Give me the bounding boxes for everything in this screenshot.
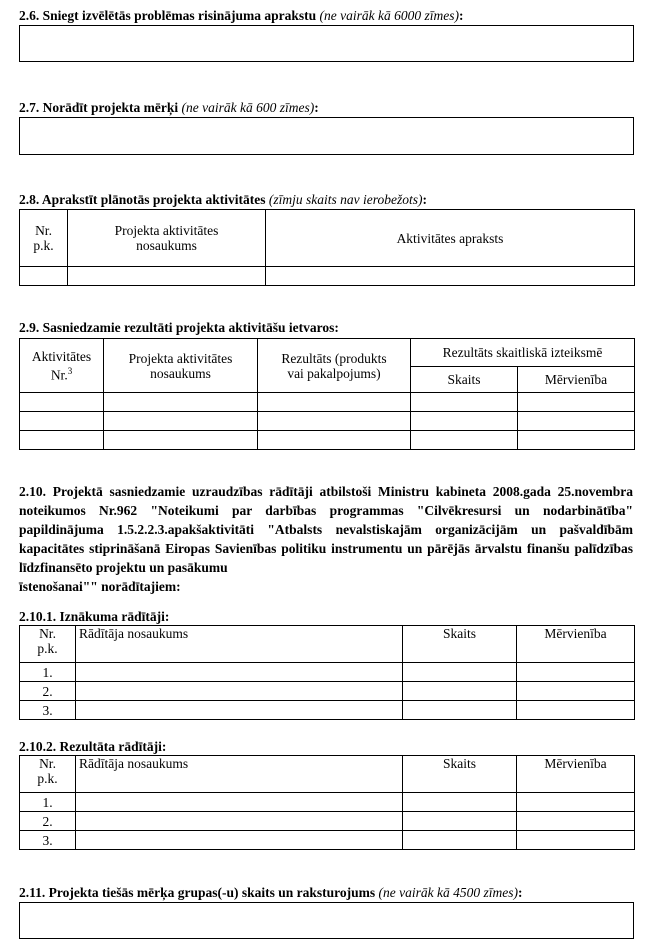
table-cell[interactable] bbox=[20, 431, 104, 450]
table-row bbox=[20, 701, 635, 720]
table-cell[interactable] bbox=[104, 393, 258, 412]
col-nr-header: Nr. p.k. bbox=[20, 210, 68, 267]
table-cell[interactable] bbox=[403, 663, 517, 682]
table-row bbox=[20, 412, 635, 431]
table-cell[interactable] bbox=[411, 431, 518, 450]
section-2-10-1-heading: 2.10.1. Iznākuma rādītāji: bbox=[19, 609, 170, 624]
table-cell[interactable] bbox=[518, 431, 635, 450]
section-2-9-heading: 2.9. Sasniedzamie rezultāti projekta aktivitāšu ietvaros: bbox=[19, 320, 339, 335]
col-result-header: Rezultāts (produkts vai pakalpojums) bbox=[258, 339, 411, 393]
section-2-11-textbox[interactable] bbox=[19, 902, 634, 939]
table-cell[interactable] bbox=[76, 812, 403, 831]
col-indicator-name-header: Rādītāja nosaukums bbox=[76, 756, 403, 793]
table-cell[interactable] bbox=[411, 412, 518, 431]
table-cell[interactable] bbox=[258, 393, 411, 412]
table-row bbox=[20, 812, 635, 831]
table-cell[interactable] bbox=[517, 793, 635, 812]
table-cell[interactable] bbox=[266, 267, 635, 286]
table-cell[interactable] bbox=[258, 412, 411, 431]
col-activity-desc-header: Aktivitātes apraksts bbox=[266, 210, 635, 267]
row-number: 1. bbox=[20, 663, 76, 682]
table-cell[interactable] bbox=[517, 701, 635, 720]
section-2-8-heading: 2.8. Aprakstīt plānotās projekta aktivitātes (zīmju skaits nav ierobežots): bbox=[19, 192, 428, 207]
table-cell[interactable] bbox=[68, 267, 266, 286]
table-cell[interactable] bbox=[76, 682, 403, 701]
table-row bbox=[20, 663, 635, 682]
table-cell[interactable] bbox=[517, 812, 635, 831]
table-cell[interactable] bbox=[518, 393, 635, 412]
section-2-7-textbox[interactable] bbox=[19, 117, 634, 155]
col-activity-name-header: Projekta aktivitātes nosaukums bbox=[104, 339, 258, 393]
table-cell[interactable] bbox=[20, 393, 104, 412]
table-cell[interactable] bbox=[76, 793, 403, 812]
table-row bbox=[20, 793, 635, 812]
table-cell[interactable] bbox=[403, 701, 517, 720]
result-indicators-table bbox=[19, 755, 635, 850]
col-result-numeric-header: Rezultāts skaitliskā izteiksmē bbox=[411, 339, 635, 367]
section-2-7-heading: 2.7. Norādīt projekta mērķi (ne vairāk kā 600 zīmes): bbox=[19, 100, 319, 115]
col-count-header: Skaits bbox=[411, 367, 518, 393]
table-cell[interactable] bbox=[517, 663, 635, 682]
row-number: 3. bbox=[20, 701, 76, 720]
section-2-11-heading: 2.11. Projekta tiešās mērķa grupas(-u) skaits un raksturojums (ne vairāk kā 4500 zīmes): bbox=[19, 885, 523, 900]
table-cell[interactable] bbox=[76, 701, 403, 720]
col-nr-header: Nr. p.k. bbox=[20, 756, 76, 793]
table-cell[interactable] bbox=[518, 412, 635, 431]
col-activity-nr-header: Aktivitātes Nr.$^3$ bbox=[20, 339, 104, 393]
table-row bbox=[20, 431, 635, 450]
table-header-row bbox=[20, 210, 635, 267]
table-row bbox=[20, 831, 635, 850]
table-row bbox=[20, 393, 635, 412]
activities-table bbox=[19, 209, 635, 286]
table-cell[interactable] bbox=[517, 682, 635, 701]
footnote-ref: 3 bbox=[67, 365, 73, 376]
col-count-header: Skaits bbox=[403, 626, 517, 663]
table-header-row bbox=[20, 756, 635, 793]
table-cell[interactable] bbox=[411, 393, 518, 412]
col-count-header: Skaits bbox=[403, 756, 517, 793]
table-cell[interactable] bbox=[517, 831, 635, 850]
col-unit-header: Mērvienība bbox=[518, 367, 635, 393]
table-cell[interactable] bbox=[258, 431, 411, 450]
table-header-row bbox=[20, 626, 635, 663]
col-indicator-name-header: Rādītāja nosaukums bbox=[76, 626, 403, 663]
section-2-6-heading: 2.6. Sniegt izvēlētās problēmas risinājuma aprakstu (ne vairāk kā 6000 zīmes): bbox=[19, 8, 464, 23]
col-activity-name-header: Projekta aktivitātes nosaukums bbox=[68, 210, 266, 267]
row-number: 2. bbox=[20, 682, 76, 701]
table-cell[interactable] bbox=[403, 793, 517, 812]
row-number: 2. bbox=[20, 812, 76, 831]
results-table bbox=[19, 338, 635, 450]
table-header-row bbox=[20, 339, 635, 367]
table-cell[interactable] bbox=[104, 431, 258, 450]
table-row bbox=[20, 267, 635, 286]
section-2-6-textbox[interactable] bbox=[19, 25, 634, 62]
col-unit-header: Mērvienība bbox=[517, 626, 635, 663]
output-indicators-table bbox=[19, 625, 635, 720]
table-cell[interactable] bbox=[20, 412, 104, 431]
section-2-10-2-heading: 2.10.2. Rezultāta rādītāji: bbox=[19, 739, 167, 754]
section-2-10-paragraph: 2.10. Projektā sasniedzamie uzraudzības rādītāji atbilstoši Ministru kabineta 2008.gada 25.novembra noteikumos Nr.962 "Noteikumi par darbības programmas "Cilvēkresursi un nodarbinātība" papildinājuma 1.5.2.2.3.apakšaktivitāti "Atbalsts nevalstiskajām organizācijām un pašvaldībām kapacitātes stiprināšanā Eiropas Savienības politiku instrumentu un pārējās ārvalstu finanšu palīdzības līdzfinansēto projektu un pasākumu īstenošanai"" norādītajiem: bbox=[19, 484, 634, 594]
row-number: 1. bbox=[20, 793, 76, 812]
row-number: 3. bbox=[20, 831, 76, 850]
table-cell[interactable] bbox=[20, 267, 68, 286]
table-row bbox=[20, 682, 635, 701]
table-cell[interactable] bbox=[403, 682, 517, 701]
col-unit-header: Mērvienība bbox=[517, 756, 635, 793]
table-cell[interactable] bbox=[76, 663, 403, 682]
col-nr-header: Nr. p.k. bbox=[20, 626, 76, 663]
table-cell[interactable] bbox=[403, 812, 517, 831]
table-cell[interactable] bbox=[104, 412, 258, 431]
table-cell[interactable] bbox=[403, 831, 517, 850]
table-cell[interactable] bbox=[76, 831, 403, 850]
